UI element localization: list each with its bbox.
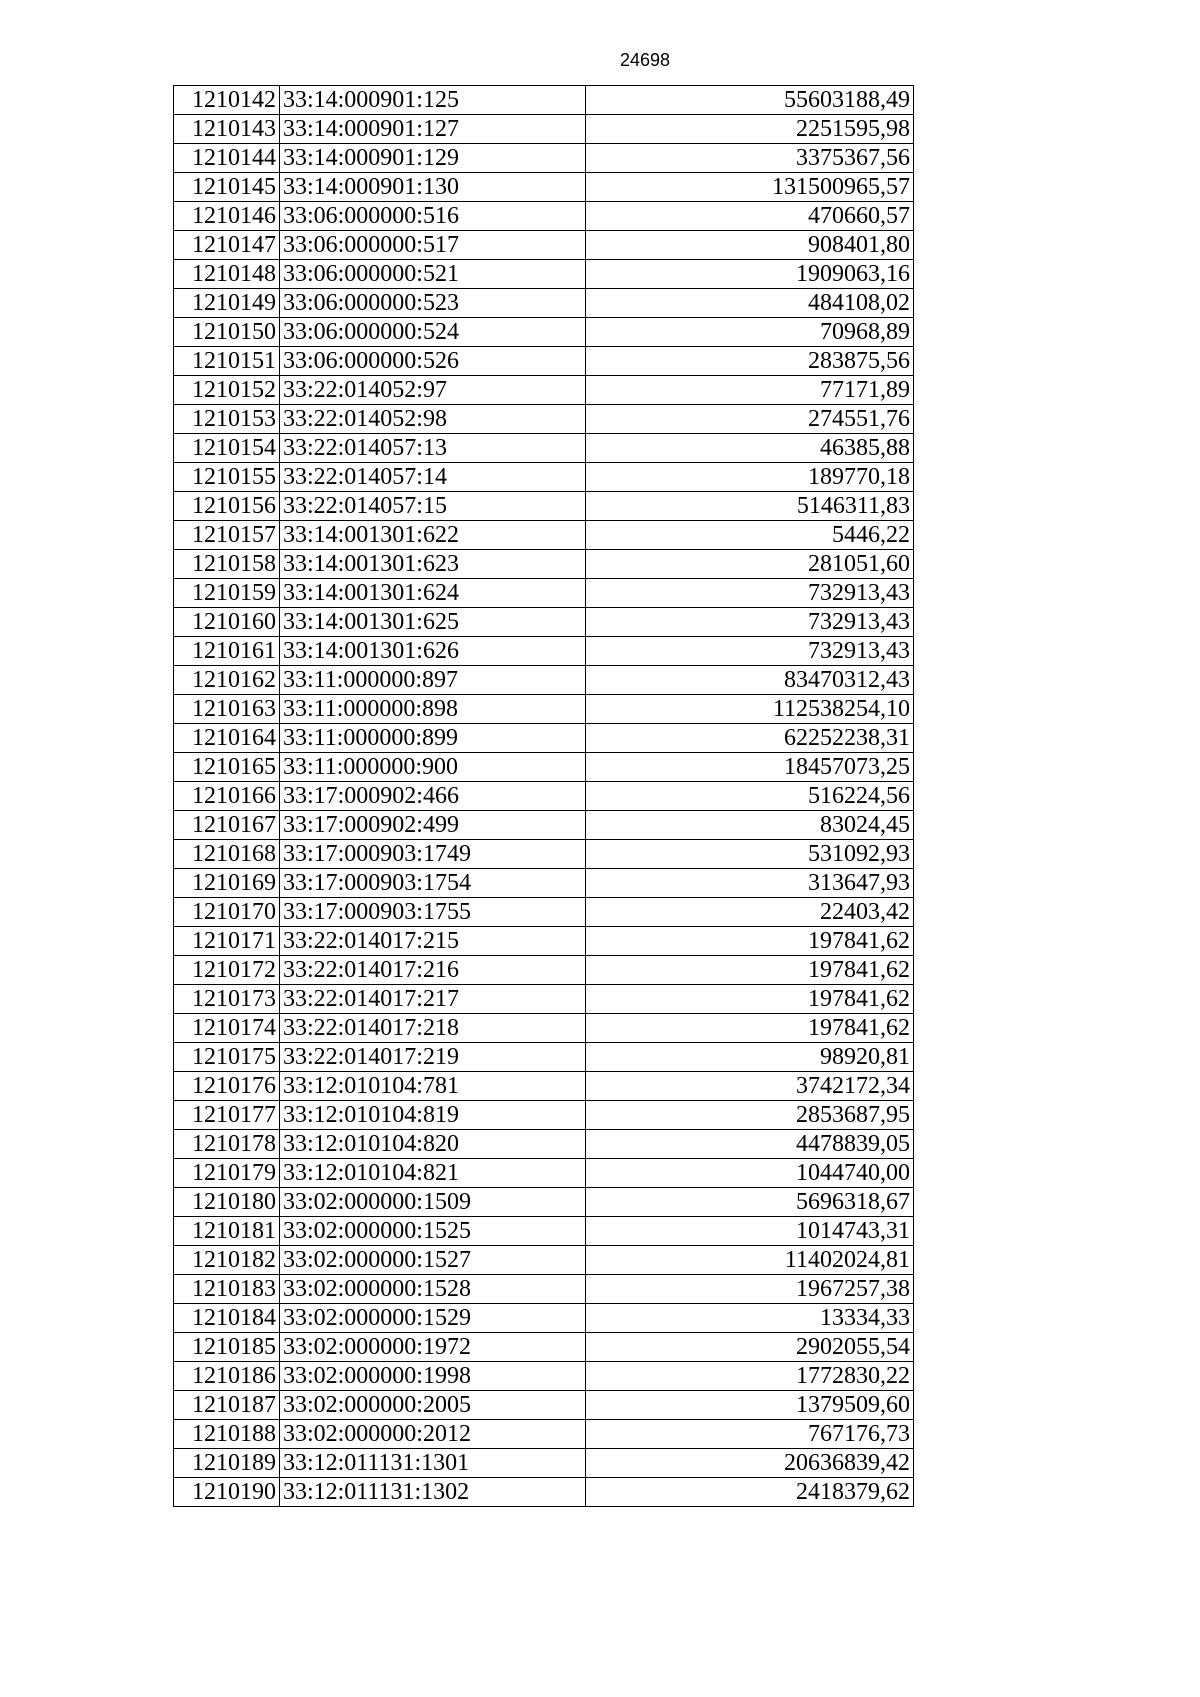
row-id-cell: 1210152 (174, 376, 280, 405)
row-id-cell: 1210155 (174, 463, 280, 492)
cadastral-number-cell: 33:02:000000:1998 (279, 1362, 585, 1391)
cadastral-value-cell: 274551,76 (585, 405, 913, 434)
cadastral-number-cell: 33:02:000000:1527 (279, 1246, 585, 1275)
row-id-cell: 1210174 (174, 1014, 280, 1043)
table-row (174, 202, 914, 231)
cadastral-value-table (173, 85, 914, 1507)
cadastral-value-cell: 313647,93 (585, 869, 913, 898)
cadastral-value-cell: 18457073,25 (585, 753, 913, 782)
cadastral-number-cell: 33:02:000000:1528 (279, 1275, 585, 1304)
row-id-cell: 1210164 (174, 724, 280, 753)
cadastral-value-cell: 1379509,60 (585, 1391, 913, 1420)
cadastral-number-cell: 33:22:014057:13 (279, 434, 585, 463)
table-row (174, 1275, 914, 1304)
cadastral-value-cell: 62252238,31 (585, 724, 913, 753)
cadastral-number-cell: 33:17:000902:499 (279, 811, 585, 840)
cadastral-number-cell: 33:12:010104:821 (279, 1159, 585, 1188)
cadastral-value-cell: 189770,18 (585, 463, 913, 492)
row-id-cell: 1210178 (174, 1130, 280, 1159)
cadastral-number-cell: 33:06:000000:517 (279, 231, 585, 260)
cadastral-value-cell: 131500965,57 (585, 173, 913, 202)
table-row (174, 898, 914, 927)
cadastral-number-cell: 33:11:000000:897 (279, 666, 585, 695)
cadastral-value-cell: 70968,89 (585, 318, 913, 347)
cadastral-number-cell: 33:02:000000:1509 (279, 1188, 585, 1217)
row-id-cell: 1210181 (174, 1217, 280, 1246)
table-row (174, 1188, 914, 1217)
row-id-cell: 1210179 (174, 1159, 280, 1188)
cadastral-value-cell: 1967257,38 (585, 1275, 913, 1304)
cadastral-value-cell: 5696318,67 (585, 1188, 913, 1217)
cadastral-number-cell: 33:11:000000:899 (279, 724, 585, 753)
row-id-cell: 1210159 (174, 579, 280, 608)
cadastral-number-cell: 33:22:014017:217 (279, 985, 585, 1014)
cadastral-value-cell: 2251595,98 (585, 115, 913, 144)
row-id-cell: 1210166 (174, 782, 280, 811)
row-id-cell: 1210144 (174, 144, 280, 173)
cadastral-number-cell: 33:17:000903:1749 (279, 840, 585, 869)
table-row (174, 782, 914, 811)
row-id-cell: 1210160 (174, 608, 280, 637)
table-row (174, 115, 914, 144)
cadastral-value-cell: 197841,62 (585, 927, 913, 956)
table-row (174, 318, 914, 347)
cadastral-value-cell: 4478839,05 (585, 1130, 913, 1159)
row-id-cell: 1210161 (174, 637, 280, 666)
cadastral-value-cell: 283875,56 (585, 347, 913, 376)
row-id-cell: 1210176 (174, 1072, 280, 1101)
table-row (174, 753, 914, 782)
table-row (174, 579, 914, 608)
cadastral-number-cell: 33:11:000000:900 (279, 753, 585, 782)
cadastral-number-cell: 33:22:014017:218 (279, 1014, 585, 1043)
row-id-cell: 1210187 (174, 1391, 280, 1420)
cadastral-value-cell: 484108,02 (585, 289, 913, 318)
cadastral-number-cell: 33:14:001301:626 (279, 637, 585, 666)
cadastral-value-cell: 197841,62 (585, 1014, 913, 1043)
table-row (174, 463, 914, 492)
row-id-cell: 1210151 (174, 347, 280, 376)
cadastral-number-cell: 33:22:014017:219 (279, 1043, 585, 1072)
table-row (174, 1391, 914, 1420)
row-id-cell: 1210189 (174, 1449, 280, 1478)
row-id-cell: 1210163 (174, 695, 280, 724)
cadastral-value-cell: 2418379,62 (585, 1478, 913, 1507)
table-row (174, 1246, 914, 1275)
page-number: 24698 (619, 50, 671, 70)
cadastral-value-cell: 2853687,95 (585, 1101, 913, 1130)
row-id-cell: 1210188 (174, 1420, 280, 1449)
row-id-cell: 1210183 (174, 1275, 280, 1304)
cadastral-number-cell: 33:22:014017:216 (279, 956, 585, 985)
cadastral-number-cell: 33:02:000000:1525 (279, 1217, 585, 1246)
cadastral-number-cell: 33:14:000901:130 (279, 173, 585, 202)
row-id-cell: 1210148 (174, 260, 280, 289)
row-id-cell: 1210156 (174, 492, 280, 521)
cadastral-value-cell: 46385,88 (585, 434, 913, 463)
table-row (174, 1420, 914, 1449)
table-row (174, 289, 914, 318)
table-row (174, 434, 914, 463)
cadastral-value-cell: 732913,43 (585, 579, 913, 608)
cadastral-value-cell: 2902055,54 (585, 1333, 913, 1362)
table-row (174, 1014, 914, 1043)
row-id-cell: 1210184 (174, 1304, 280, 1333)
cadastral-number-cell: 33:02:000000:1529 (279, 1304, 585, 1333)
table-row (174, 637, 914, 666)
cadastral-value-cell: 1044740,00 (585, 1159, 913, 1188)
cadastral-number-cell: 33:22:014052:97 (279, 376, 585, 405)
table-row (174, 521, 914, 550)
row-id-cell: 1210182 (174, 1246, 280, 1275)
cadastral-number-cell: 33:02:000000:2012 (279, 1420, 585, 1449)
row-id-cell: 1210147 (174, 231, 280, 260)
row-id-cell: 1210167 (174, 811, 280, 840)
table-row (174, 376, 914, 405)
row-id-cell: 1210168 (174, 840, 280, 869)
cadastral-value-cell: 11402024,81 (585, 1246, 913, 1275)
row-id-cell: 1210172 (174, 956, 280, 985)
table-row (174, 260, 914, 289)
table-row (174, 1333, 914, 1362)
table-row (174, 956, 914, 985)
table-row (174, 144, 914, 173)
row-id-cell: 1210162 (174, 666, 280, 695)
row-id-cell: 1210171 (174, 927, 280, 956)
cadastral-value-cell: 470660,57 (585, 202, 913, 231)
table-row (174, 550, 914, 579)
table-row (174, 173, 914, 202)
cadastral-value-cell: 83470312,43 (585, 666, 913, 695)
cadastral-number-cell: 33:02:000000:2005 (279, 1391, 585, 1420)
cadastral-value-cell: 197841,62 (585, 985, 913, 1014)
cadastral-number-cell: 33:06:000000:521 (279, 260, 585, 289)
cadastral-value-cell: 3742172,34 (585, 1072, 913, 1101)
table-row (174, 347, 914, 376)
cadastral-number-cell: 33:14:000901:129 (279, 144, 585, 173)
table-row (174, 1159, 914, 1188)
row-id-cell: 1210170 (174, 898, 280, 927)
table-row (174, 666, 914, 695)
cadastral-value-cell: 908401,80 (585, 231, 913, 260)
table-row (174, 869, 914, 898)
row-id-cell: 1210180 (174, 1188, 280, 1217)
cadastral-value-cell: 197841,62 (585, 956, 913, 985)
cadastral-value-cell: 767176,73 (585, 1420, 913, 1449)
cadastral-number-cell: 33:06:000000:516 (279, 202, 585, 231)
cadastral-value-cell: 20636839,42 (585, 1449, 913, 1478)
table-row (174, 1449, 914, 1478)
cadastral-number-cell: 33:14:001301:622 (279, 521, 585, 550)
row-id-cell: 1210150 (174, 318, 280, 347)
table-row (174, 927, 914, 956)
cadastral-value-cell: 55603188,49 (585, 86, 913, 115)
cadastral-number-cell: 33:06:000000:526 (279, 347, 585, 376)
row-id-cell: 1210186 (174, 1362, 280, 1391)
cadastral-number-cell: 33:06:000000:524 (279, 318, 585, 347)
cadastral-number-cell: 33:22:014057:14 (279, 463, 585, 492)
cadastral-number-cell: 33:17:000902:466 (279, 782, 585, 811)
row-id-cell: 1210157 (174, 521, 280, 550)
row-id-cell: 1210185 (174, 1333, 280, 1362)
table-row (174, 231, 914, 260)
table-row (174, 695, 914, 724)
cadastral-number-cell: 33:02:000000:1972 (279, 1333, 585, 1362)
cadastral-value-cell: 1909063,16 (585, 260, 913, 289)
table-row (174, 840, 914, 869)
cadastral-number-cell: 33:12:010104:819 (279, 1101, 585, 1130)
row-id-cell: 1210190 (174, 1478, 280, 1507)
row-id-cell: 1210158 (174, 550, 280, 579)
cadastral-number-cell: 33:17:000903:1754 (279, 869, 585, 898)
cadastral-number-cell: 33:14:001301:624 (279, 579, 585, 608)
table-row (174, 608, 914, 637)
cadastral-number-cell: 33:06:000000:523 (279, 289, 585, 318)
row-id-cell: 1210169 (174, 869, 280, 898)
cadastral-value-cell: 5146311,83 (585, 492, 913, 521)
cadastral-number-cell: 33:12:010104:781 (279, 1072, 585, 1101)
table-row (174, 1043, 914, 1072)
cadastral-value-cell: 1772830,22 (585, 1362, 913, 1391)
cadastral-value-cell: 83024,45 (585, 811, 913, 840)
table-row (174, 1072, 914, 1101)
table-row (174, 1478, 914, 1507)
cadastral-value-cell: 13334,33 (585, 1304, 913, 1333)
cadastral-number-cell: 33:12:011131:1301 (279, 1449, 585, 1478)
cadastral-number-cell: 33:22:014017:215 (279, 927, 585, 956)
table-body (174, 86, 914, 1507)
row-id-cell: 1210146 (174, 202, 280, 231)
cadastral-value-cell: 281051,60 (585, 550, 913, 579)
cadastral-number-cell: 33:12:011131:1302 (279, 1478, 585, 1507)
row-id-cell: 1210177 (174, 1101, 280, 1130)
row-id-cell: 1210153 (174, 405, 280, 434)
row-id-cell: 1210142 (174, 86, 280, 115)
cadastral-value-cell: 98920,81 (585, 1043, 913, 1072)
table-row (174, 492, 914, 521)
cadastral-number-cell: 33:22:014052:98 (279, 405, 585, 434)
cadastral-value-cell: 732913,43 (585, 637, 913, 666)
row-id-cell: 1210145 (174, 173, 280, 202)
cadastral-value-cell: 732913,43 (585, 608, 913, 637)
cadastral-value-cell: 5446,22 (585, 521, 913, 550)
cadastral-number-cell: 33:14:000901:127 (279, 115, 585, 144)
row-id-cell: 1210154 (174, 434, 280, 463)
row-id-cell: 1210149 (174, 289, 280, 318)
table-row (174, 1101, 914, 1130)
cadastral-number-cell: 33:14:001301:625 (279, 608, 585, 637)
table-row (174, 811, 914, 840)
table-row (174, 405, 914, 434)
table-row (174, 724, 914, 753)
cadastral-number-cell: 33:11:000000:898 (279, 695, 585, 724)
row-id-cell: 1210143 (174, 115, 280, 144)
table-row (174, 1304, 914, 1333)
cadastral-value-cell: 516224,56 (585, 782, 913, 811)
table-row (174, 1217, 914, 1246)
table-row (174, 86, 914, 115)
row-id-cell: 1210173 (174, 985, 280, 1014)
cadastral-number-cell: 33:22:014057:15 (279, 492, 585, 521)
cadastral-value-cell: 1014743,31 (585, 1217, 913, 1246)
cadastral-value-cell: 77171,89 (585, 376, 913, 405)
cadastral-number-cell: 33:14:000901:125 (279, 86, 585, 115)
cadastral-number-cell: 33:14:001301:623 (279, 550, 585, 579)
cadastral-value-cell: 3375367,56 (585, 144, 913, 173)
cadastral-number-cell: 33:17:000903:1755 (279, 898, 585, 927)
cadastral-value-cell: 112538254,10 (585, 695, 913, 724)
table-row (174, 985, 914, 1014)
row-id-cell: 1210165 (174, 753, 280, 782)
row-id-cell: 1210175 (174, 1043, 280, 1072)
table-row (174, 1130, 914, 1159)
cadastral-number-cell: 33:12:010104:820 (279, 1130, 585, 1159)
table-row (174, 1362, 914, 1391)
cadastral-value-cell: 531092,93 (585, 840, 913, 869)
cadastral-value-cell: 22403,42 (585, 898, 913, 927)
